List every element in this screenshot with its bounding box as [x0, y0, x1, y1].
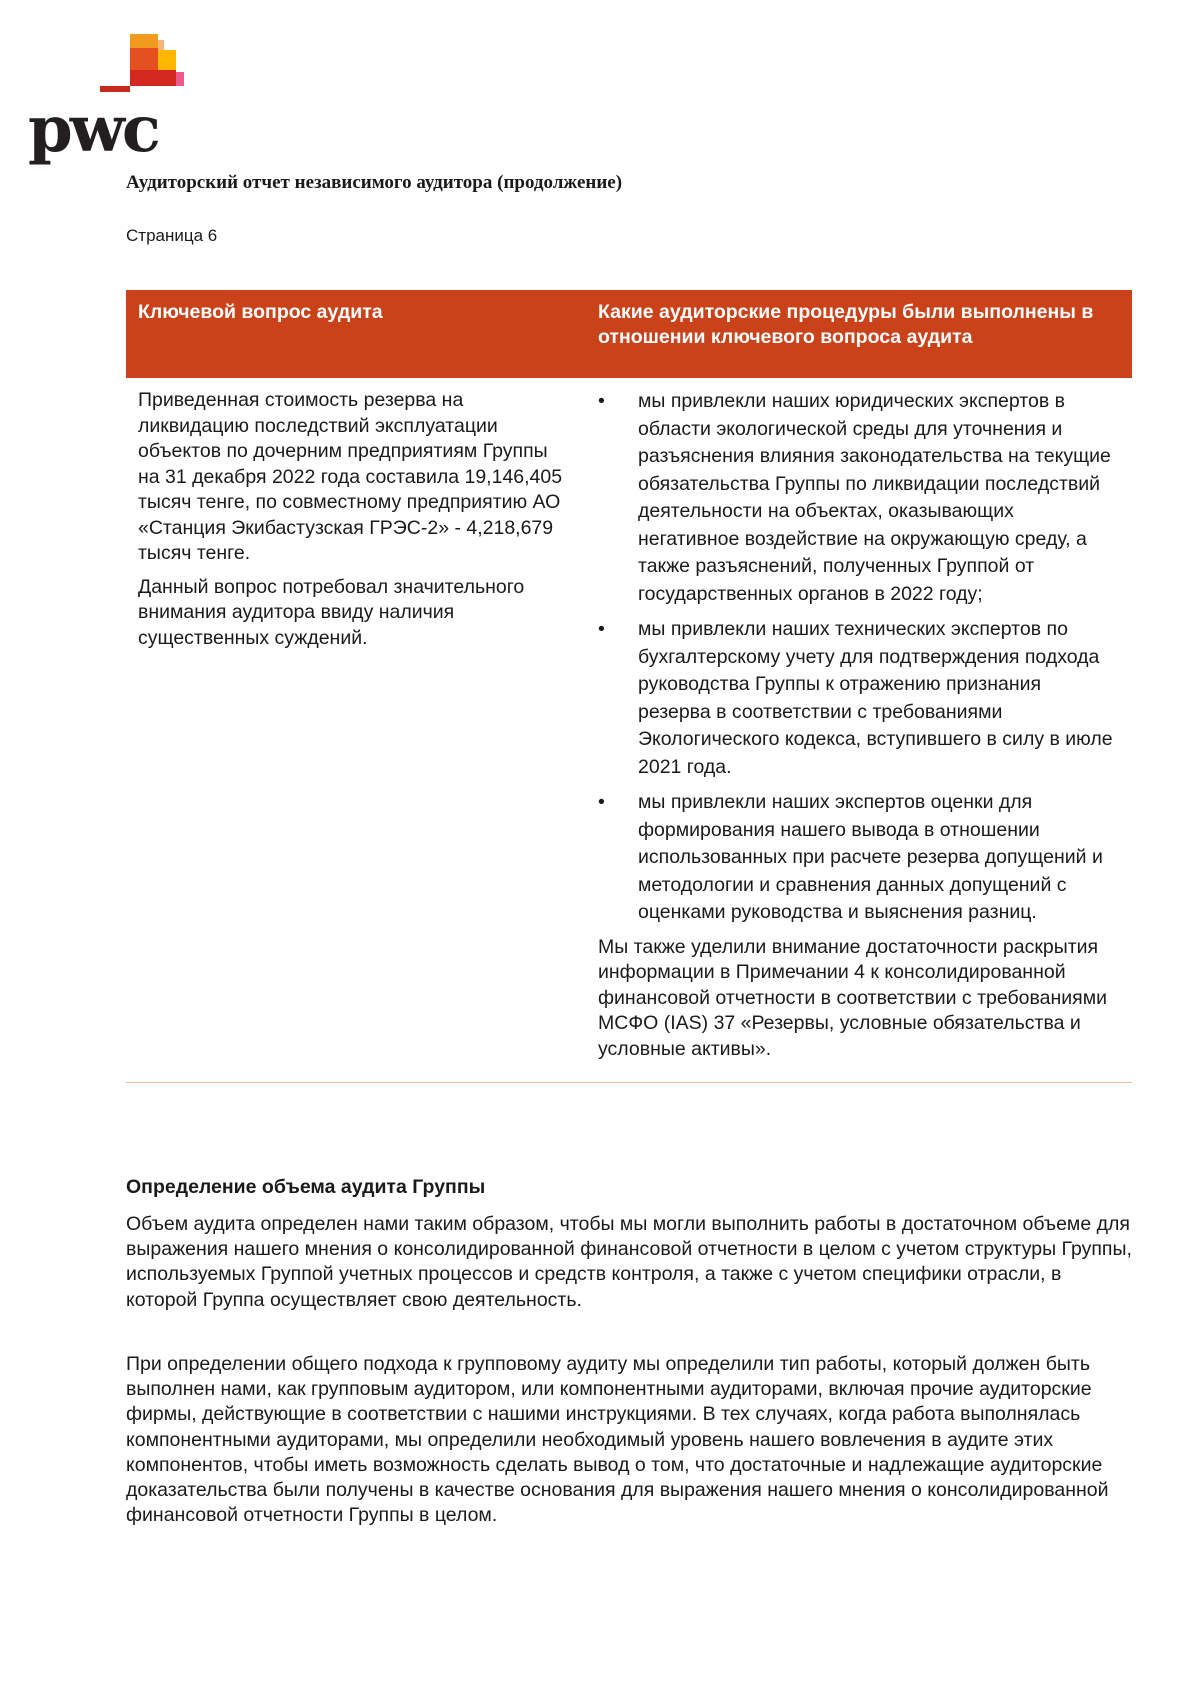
- section-heading: Определение объема аудита Группы: [126, 1176, 486, 1198]
- bullet-icon: •: [598, 390, 605, 412]
- list-item: [598, 789, 1118, 927]
- logo-wordmark: pwc: [28, 92, 158, 167]
- column-header-procedures: Какие аудиторские процедуры были выполнены в отношении ключевого вопроса аудита: [598, 301, 1094, 348]
- procedure-text: мы привлекли наших юридических экспертов в области экологической среды для уточнения и разъяснения влияния законодательства на текущие обязательства Группы по ликвидации последствий деятельности на объектах, оказывающих негативное воздействие на окружающую среду, а также разъяснений, полученных Группой от государственных органов в 2022 году;: [638, 390, 1111, 605]
- report-title: Аудиторский отчет независимого аудитора (продолжение): [126, 172, 623, 193]
- closing-paragraph: Мы также уделили внимание достаточности раскрытия информации в Примечании 4 к консолидированной финансовой отчетности в соответствии с требованиями МСФО (IAS) 37 «Резервы, условные обязательства и условные активы».: [598, 935, 1107, 1060]
- key-matter-cell: [126, 378, 586, 1070]
- key-matter-paragraph: Данный вопрос потребовал значительного внимания аудитора ввиду наличия существенных суждений.: [138, 575, 525, 649]
- procedure-text: мы привлекли наших технических экспертов по бухгалтерскому учету для подтверждения подхода руководства Группы к отражению признания резерва в соответствии с требованиями Экологического кодекса, вступившего в силу в июле 2021 года.: [638, 618, 1113, 778]
- table-header-row: [126, 290, 1132, 378]
- key-audit-matter-table: [126, 290, 1132, 1083]
- bullet-icon: •: [598, 618, 605, 640]
- scope-paragraph: Объем аудита определен нами таким образом, чтобы мы могли выполнить работы в достаточном объеме для выражения нашего мнения о консолидированной финансовой отчетности в целом с учетом структуры Группы, используемых Группой учетных процессов и средств контроля, а также с учетом специфики отрасли, в которой Группа осуществляет свою деятельность.: [126, 1213, 1132, 1311]
- list-item: [598, 616, 1118, 781]
- procedures-cell: [586, 378, 1132, 1070]
- list-item: [598, 388, 1118, 608]
- bullet-icon: •: [598, 791, 605, 813]
- scope-paragraph: При определении общего подхода к групповому аудиту мы определили тип работы, который должен быть выполнен нами, как групповым аудитором, или компонентными аудиторами, включая прочие аудиторские фирмы, действующие в соответствии с нашими инструкциями. В тех случаях, когда работа выполнялась компонентными аудиторами, мы определили необходимый уровень нашего вовлечения в аудите этих компонентов, чтобы иметь возможность сделать вывод о том, что достаточные и надлежащие аудиторские доказательства были получены в качестве основания для выражения нашего мнения о консолидированной финансовой отчетности Группы в целом.: [126, 1353, 1109, 1527]
- column-header-key-matter: Ключевой вопрос аудита: [138, 301, 383, 323]
- key-matter-paragraph: Приведенная стоимость резерва на ликвидацию последствий эксплуатации объектов по дочерним предприятиям Группы на 31 декабря 2022 года составила 19,146,405 тысяч тенге, по совместному предприятию АО «Станция Экибастузская ГРЭС-2» - 4,218,679 тысяч тенге.: [138, 389, 563, 564]
- table-row: [126, 378, 1132, 1083]
- procedure-text: мы привлекли наших экспертов оценки для формирования нашего вывода в отношении использованных при расчете резерва допущений и методологии и сравнения данных допущений с оценками руководства и выяснения разниц.: [638, 791, 1103, 923]
- procedures-list: [598, 388, 1118, 927]
- pwc-logo: [28, 32, 188, 167]
- page-number: Страница 6: [126, 226, 218, 245]
